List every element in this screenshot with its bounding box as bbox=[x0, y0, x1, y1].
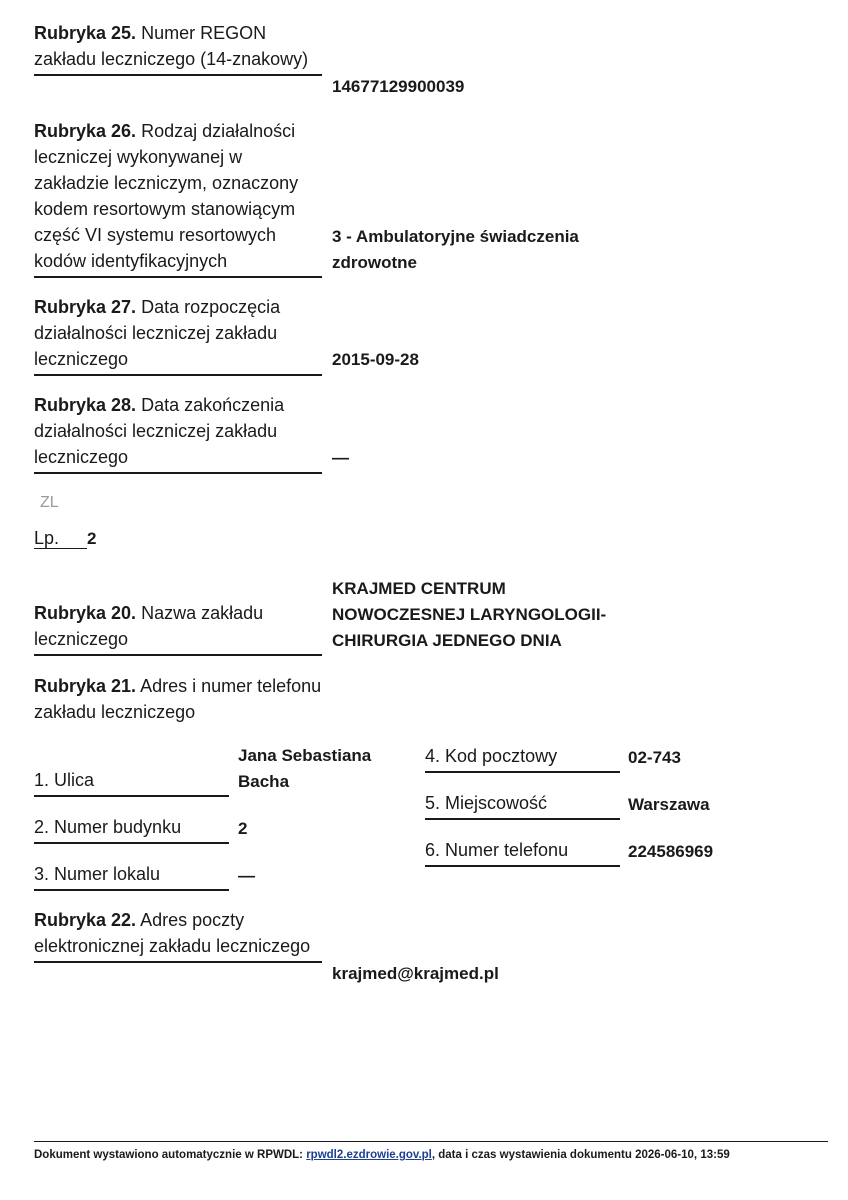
postal-value: 02-743 bbox=[628, 748, 681, 767]
zl-marker: ZL bbox=[40, 494, 59, 511]
r20-label bbox=[34, 600, 322, 656]
r20-num: Rubryka 20. bbox=[34, 603, 137, 623]
r26-num: Rubryka 26. bbox=[34, 121, 137, 141]
building-value: 2 bbox=[238, 819, 248, 838]
building-label: 2. Numer budynku bbox=[34, 814, 229, 844]
r25-text: Numer REGON zakładu leczniczego (14-znakowy) bbox=[34, 23, 309, 69]
r20-text: Nazwa zakładu leczniczego bbox=[34, 603, 264, 649]
r26-text: Rodzaj działalności leczniczej wykonywanej w zakładzie leczniczym, oznaczony kodem resortowym stanowiącym część VI systemu resortowych kodów identyfikacyjnych bbox=[34, 121, 299, 271]
footer-suffix: , data i czas wystawienia dokumentu 2026-06-10, 13:59 bbox=[431, 1149, 730, 1161]
r20-value: KRAJMED CENTRUM NOWOCZESNEJ LARYNGOLOGII-CHIRURGIA JEDNEGO DNIA bbox=[332, 579, 607, 650]
lp-label: Lp. bbox=[34, 528, 87, 549]
r26-label bbox=[34, 118, 322, 278]
r27-num: Rubryka 27. bbox=[34, 297, 137, 317]
r21-text: Adres i numer telefonu zakładu leczniczego bbox=[34, 676, 322, 722]
r28-label bbox=[34, 392, 322, 474]
footer-divider bbox=[34, 1141, 828, 1142]
city-label: 5. Miejscowość bbox=[425, 790, 620, 820]
r26-value: 3 - Ambulatoryjne świadczenia zdrowotne bbox=[332, 227, 579, 272]
r28-num: Rubryka 28. bbox=[34, 395, 137, 415]
r21-label bbox=[34, 673, 322, 725]
phone-value: 224586969 bbox=[628, 842, 714, 861]
lp-row bbox=[34, 528, 97, 549]
city-value: Warszawa bbox=[628, 795, 710, 814]
phone-label: 6. Numer telefonu bbox=[425, 837, 620, 867]
street-label: 1. Ulica bbox=[34, 767, 229, 797]
r27-value: 2015-09-28 bbox=[332, 350, 419, 369]
postal-label: 4. Kod pocztowy bbox=[425, 743, 620, 773]
unit-value: — bbox=[238, 866, 255, 885]
footer bbox=[34, 1149, 730, 1161]
r22-text: Adres poczty elektronicznej zakładu leczniczego bbox=[34, 910, 311, 956]
lp-value: 2 bbox=[87, 529, 97, 548]
r27-text: Data rozpoczęcia działalności leczniczej zakładu leczniczego bbox=[34, 297, 281, 369]
unit-label: 3. Numer lokalu bbox=[34, 861, 229, 891]
r27-label bbox=[34, 294, 322, 376]
r22-num: Rubryka 22. bbox=[34, 910, 137, 930]
r25-value: 14677129900039 bbox=[332, 77, 465, 96]
r25-label bbox=[34, 20, 322, 76]
r28-value: — bbox=[332, 448, 349, 467]
street-value: Jana Sebastiana Bacha bbox=[238, 746, 372, 791]
footer-link[interactable]: rpwdl2.ezdrowie.gov.pl bbox=[306, 1149, 432, 1161]
r25-num: Rubryka 25. bbox=[34, 23, 137, 43]
footer-prefix: Dokument wystawiono automatycznie w RPWDL: bbox=[34, 1149, 307, 1161]
r22-label bbox=[34, 907, 322, 963]
r21-num: Rubryka 21. bbox=[34, 676, 137, 696]
r28-text: Data zakończenia działalności leczniczej zakładu leczniczego bbox=[34, 395, 285, 467]
r22-value: krajmed@krajmed.pl bbox=[332, 964, 499, 983]
